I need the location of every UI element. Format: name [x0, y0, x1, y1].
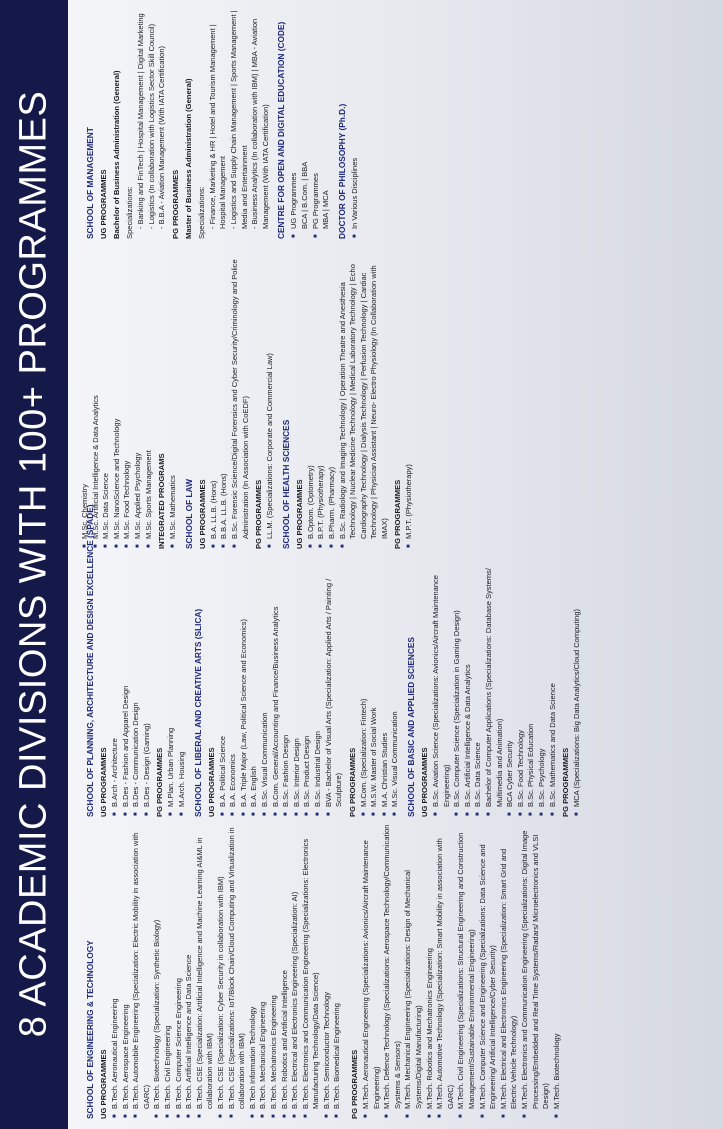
pg-label: PG PROGRAMMES: [347, 747, 357, 817]
programme-item: - Finance, Marketing & HR | Hotel and Tourism Management | Hospital Management: [207, 24, 228, 229]
law-pg-list: [265, 244, 276, 549]
programme-item: ■ B.Tech. CSE (Specialization: Artificial Intelligence and Machine Learning AI&ML in collaboration with IBM): [195, 824, 216, 1119]
programme-item: ■ B.Tech. Aeronautical Engineering: [110, 824, 121, 1119]
programmes-panel: [68, 0, 723, 1129]
msc-list: [80, 244, 154, 549]
programme-item: ■ B.Sc. Computer Science (Specialization in Gaming Design): [452, 555, 463, 817]
law-ug-list: [209, 244, 251, 549]
programme-item: ■ M.Tech. Aeronautical Engineering (Specializations: Avionics/Aircraft Maintenance Engineering): [361, 824, 382, 1119]
pg-label: PG PROGRAMMES: [393, 479, 403, 549]
section-heading: SCHOOL OF BASIC AND APPLIED SCIENCES: [406, 637, 417, 817]
ug-label: UG PROGRAMMES: [99, 747, 108, 817]
programme-item: ■ B.A. Economics: [228, 555, 239, 817]
programme-item: ■ B.Sc. Forensic Science/Digital Forensics and Cyber Security/Criminology and Police Administration (In Association with CoEDF): [230, 244, 251, 549]
health-pg-list: [404, 244, 415, 549]
programme-item: ■ B.Sc. Psychology: [537, 555, 548, 817]
engineering-column: [80, 824, 562, 1119]
programme-item: ■ B.Tech. CSE (Specialization: Cyber Security in collaboration with IBM): [216, 824, 227, 1119]
spec-label: Specializations:: [125, 186, 134, 239]
programme-item: ■ M.P.T. (Physiotherapy): [404, 244, 415, 549]
programme-item: ■ M.Com. (Specialization: Fintech): [359, 555, 370, 817]
programme-item: ■ M.Sc. NanoScience and Technology: [112, 244, 123, 549]
pg-label: PG PROGRAMMES: [170, 169, 180, 239]
section-heading: SCHOOL OF ENGINEERING & TECHNOLOGY: [85, 940, 95, 1119]
programme-item: ■ B.Tech. Aerospace Engineering: [121, 824, 132, 1119]
programme-item: ■ B.Tech Information Technology: [248, 824, 259, 1119]
title-banner: [0, 0, 68, 1129]
programme-item: ■ B.Sc. Industrial Design: [313, 555, 324, 817]
programme-item: ■ B.P.T. (Physiotherapy): [316, 244, 327, 549]
programme-item: - Banking and FinTech | Hospital Management | Digital Marketing: [136, 13, 145, 229]
programme-item: ■ B.Tech. Electrical and Electronics Engineering (Specialization: AI): [290, 824, 301, 1119]
programme-item: - Business Analytics (In collaboration with IBM) | MBA - Aviation Management (With IATA Certification): [250, 18, 270, 229]
pg-label: PG PROGRAMMES: [350, 1049, 360, 1119]
programme-item: ■ M.Tech. Computer Science and Engineering (Specializations: Data Science and Engineering/ Artificial Intelligence/Cyber Security): [478, 824, 499, 1119]
programme-item: ■ B.Tech. Civil Engineering: [163, 824, 174, 1119]
integrated-list: [168, 244, 179, 549]
programme-item: ■ M.Sc. Data Science: [101, 244, 112, 549]
programme-item: ■ BCA Cyber Security: [505, 555, 516, 817]
programme-item: ■ M.Arch. Housing: [177, 555, 188, 817]
programme-item: ■ B.Sc. Radiology and Imaging Technology | Operation Theatre and Anesthesia Technology | Nuclear Medicine Technology | Medical Laboratory Technology | Echo Cardiography Technology | Dialysis Technology | Perfusion Technology | Cardiac Technology | Physician Assistant | Neuro- Electro Physiology (In Collaboration with IMAX): [338, 244, 391, 549]
section-heading: SCHOOL OF LIBERAL AND CREATIVE ARTS (SLICA): [192, 608, 203, 817]
ug-label: UG PROGRAMMES: [206, 747, 216, 817]
ug-label: UG PROGRAMMES: [99, 169, 108, 239]
ug-label: UG PROGRAMMES: [420, 747, 430, 817]
programme-item: ■ M.Tech. Electrical and Electronics Engineering (Specialization: Smart Grid and Electric Vehicle Technology): [499, 824, 520, 1119]
programme-item: ■ B.Sc. Physical Education: [526, 555, 537, 817]
programme-item: - B.B.A - Aviation Management (With IATA Certification): [157, 46, 167, 229]
section-heading: SCHOOL OF MANAGEMENT: [85, 127, 95, 239]
programme-item: ■ B.Tech. Artificial Intelligence and Data Science: [184, 824, 195, 1119]
programme-item: ■ B.A. LL.B. (Hons): [209, 244, 220, 549]
programme-item: ■ M.Tech. Biotechnology: [552, 824, 563, 1119]
programme-item: ■ M.Sc. Artificial Intelligence & Data Analytics: [91, 244, 102, 549]
phd-item: ■ In Various Disciplines: [350, 3, 361, 239]
programme-item: ■ B.A. Political Science: [218, 555, 229, 817]
section-heading: SCHOOL OF HEALTH SCIENCES: [280, 419, 291, 549]
programme-item: ■ B.Sc. Food Technology: [516, 555, 527, 817]
programme-item: ■ B.Com. General/Accounting and Finance/Business Analytics: [271, 555, 282, 817]
section-heading: CENTRE FOR OPEN AND DIGITAL EDUCATION (CODE): [276, 21, 287, 239]
spade-pg-list: [166, 555, 187, 817]
ug-label: UG PROGRAMMES: [294, 479, 304, 549]
programme-item: ■ M.S.W. Master of Social Work: [369, 555, 380, 817]
pg-label: PG PROGRAMMES: [561, 747, 571, 817]
programme-item: ■ B.A. Triple Major (Law, Political Science and Economics): [239, 555, 250, 817]
programme-item: ■ M.Tech. Mechanical Engineering (Specializations: Design of Mechanical Systems/Digital Manufacturing): [403, 824, 424, 1119]
programme-item: ■ M.Sc. Sports Management: [144, 244, 155, 549]
programme-item: ■ B.Tech. Biotechnology (Specialization: Synthetic Biology): [152, 824, 163, 1119]
engineering-pg-list: [361, 824, 562, 1119]
programme-item: ■ M.Sc. Mathematics: [168, 244, 179, 549]
programme-item: ■ M.Sc. Applied Psychology: [133, 244, 144, 549]
programme-item: ■ MCA (Specializations: Big Data Analytics/Cloud Computing): [572, 555, 583, 817]
programme-item: ■ B.Pharm. (Pharmacy): [327, 244, 338, 549]
code-pg-label: ■ PG Programmes: [311, 3, 322, 239]
programme-item: ■ B.B.A. LL.B. (Hons): [219, 244, 230, 549]
engineering-ug-list: [110, 824, 343, 1119]
section-heading: SCHOOL OF LAW: [183, 479, 194, 549]
programme-item: ■ B.Tech. Robotics and Artificial Intelligence: [280, 824, 291, 1119]
programme-item: ■ B.Tech. Computer Science Engineering: [174, 824, 185, 1119]
programme-item: ■ B.Tech. Biomedical Engineering: [332, 824, 343, 1119]
sbas-ug-list: [431, 555, 558, 817]
spec-label: Specializations:: [196, 186, 206, 239]
programme-item: ■ LL.M. (Specializations: Corporate and Commercial Law): [265, 244, 276, 549]
programme-item: ■ B.Des - Communication Design: [131, 555, 142, 817]
programme-item: ■ B.Tech. CSE (Specializations: IoT/Block Chain/Cloud Computing and Virtualization in collaboration with IBM): [227, 824, 248, 1119]
programme-item: ■ Bachelor of Computer Applications (Specializations: Database Systems/ Multimedia and Animation): [484, 555, 505, 817]
programme-item: ■ B.Tech. Automobile Engineering (Specialization: Electric Mobility in association with GARC): [131, 824, 152, 1119]
programme-item: ■ B.A. English: [249, 555, 260, 817]
code-pg-values: MBA | MCA: [321, 190, 331, 229]
programme-item: ■ B.Des - Design (Gaming): [142, 555, 153, 817]
programme-item: ■ M.A. Christian Studies: [380, 555, 391, 817]
pg-label: PG PROGRAMMES: [254, 479, 264, 549]
mba-title: Master of Business Administration (General): [183, 78, 193, 239]
code-ug-label: ■ UG Programmes: [289, 3, 300, 239]
programme-item: ■ B.Des - Fashion and Apparel Design: [121, 555, 132, 817]
banner-title: 8 ACADEMIC DIVISIONS WITH 100+ PROGRAMMES: [12, 90, 55, 1038]
programme-item: - Logistics (In collaboration with Logistics Sector Skill Council): [146, 23, 156, 229]
programme-item: - Logistics and Supply Chain Management | Sports Management | Media and Entertainment: [228, 10, 249, 229]
programme-item: ■ M.Tech. Electronics and Communication Engineering (Specializations: Digital Image Processing/Embedded and Real Time Systems/Radars/ Microelectronics and VLSI Design): [520, 824, 552, 1119]
bba-spec-list: [136, 3, 168, 239]
slica-ug-list: [218, 555, 345, 817]
programme-item: ■ B.Sc. Fashion Design: [281, 555, 292, 817]
programme-item: ■ B.Sc. Visual Communication: [260, 555, 271, 817]
sbas-pg-list: [572, 555, 583, 817]
code-ug-values: BCA | B.Com. | BBA: [299, 161, 309, 229]
programme-item: ■ B.Sc. Product Design: [302, 555, 313, 817]
programme-item: ■ B.Sc. Interior Design: [292, 555, 303, 817]
integrated-label: INTEGRATED PROGRAMS: [157, 453, 167, 549]
programme-item: ■ M.Sc. Food Technology: [122, 244, 133, 549]
programme-item: ■ M.Sc. Visual Communication: [390, 555, 401, 817]
programme-item: ■ B.Arch - Architecture: [110, 555, 121, 817]
programme-item: ■ B.Sc. Data Science: [473, 555, 484, 817]
spade-ug-list: [110, 555, 152, 817]
programme-item: ■ B.Sc. Mathematics and Data Science: [548, 555, 559, 817]
ug-label: UG PROGRAMMES: [99, 1049, 108, 1119]
programme-item: ■ M.Tech. Automotive Technology (Specialization: Smart Mobility in association with GARC): [435, 824, 456, 1119]
programme-item: ■ B.Tech. Mechatronics Engineering: [269, 824, 280, 1119]
law-health-column: [80, 244, 415, 549]
section-heading: SCHOOL OF PLANNING, ARCHITECTURE AND DESIGN EXCELLENCE (SPADE): [85, 504, 95, 817]
programme-item: ■ B.Sc. Artificial Intelligence & Data Analytics: [463, 555, 474, 817]
programme-item: ■ M.Tech. Civil Engineering (Specializations: Structural Engineering and Construction Management/Sustainable Environmental Engineering): [456, 824, 477, 1119]
section-heading: DOCTOR OF PHILOSOPHY (Ph.D.): [336, 103, 347, 239]
bba-title: Bachelor of Business Administration (General): [112, 70, 121, 239]
programme-item: ■ B.Tech. Electronics and Communication Engineering (Specializations: Electronics Manufacturing Technology/Data Science): [301, 824, 322, 1119]
programme-item: ■ M.Plan. Urban Planning: [166, 555, 177, 817]
slica-pg-list: [359, 555, 401, 817]
programme-item: ■ B.Tech. Mechanical Engineering: [258, 824, 269, 1119]
programme-item: ■ B.Optom. (Optometry): [306, 244, 317, 549]
programme-item: ■ M.Tech. Defence Technology (Specializations: Aerospace Technology/Communication Systems & Sensors): [382, 824, 403, 1119]
programme-item: ■ M.Sc. Chemistry: [80, 244, 91, 549]
management-column: [80, 3, 360, 239]
programme-item: ■ B.Sc. Aviation Science (Specializations: Avionics/Aircraft Maintenance Engineering): [431, 555, 452, 817]
programme-item: ■ BVA - Bachelor of Visual Arts (Specialization: Applied Arts / Painting / Sculpture): [324, 555, 345, 817]
programme-item: ■ M.Tech. Robotics and Mechatronics Engineering: [425, 824, 436, 1119]
pg-label: PG PROGRAMMES: [155, 747, 165, 817]
mba-spec-list: [208, 3, 272, 239]
programme-item: ■ B.Tech. Semiconductor Technology: [322, 824, 333, 1119]
health-ug-list: [306, 244, 391, 549]
ug-label: UG PROGRAMMES: [197, 479, 207, 549]
